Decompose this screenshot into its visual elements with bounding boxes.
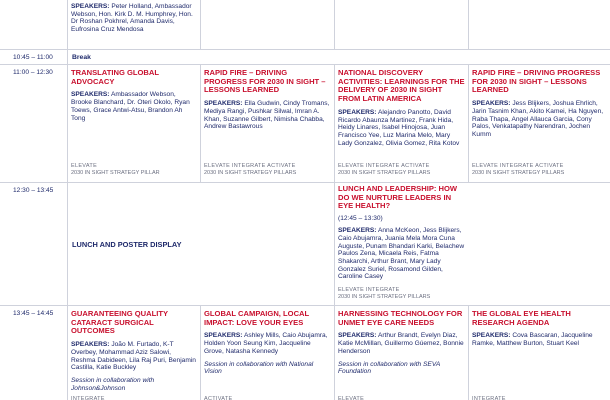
session-subtime: (12:45 – 13:30) <box>338 215 383 223</box>
strategy-pillar: ELEVATE INTEGRATE ACTIVATE 2030 IN SIGHT STRATEGY PILLARS <box>338 163 431 176</box>
session-cell <box>469 69 610 182</box>
strategy-pillar: INTEGRATE <box>71 396 105 400</box>
session-cell <box>469 310 610 400</box>
lunch-label: LUNCH AND POSTER DISPLAY <box>72 240 182 249</box>
column-divider <box>334 0 335 49</box>
collaboration-note: Session in collaboration with SEVA Foundation <box>338 360 441 376</box>
session-title: THE GLOBAL EYE HEALTH RESEARCH AGENDA <box>472 310 571 327</box>
row-divider <box>0 305 610 306</box>
session-cell <box>68 69 200 182</box>
session-cell <box>335 185 468 305</box>
session-cell <box>201 310 334 400</box>
top-session-cell <box>68 0 200 49</box>
strategy-pillar: ELEVATE INTEGRATE 2030 IN SIGHT STRATEGY PILLARS <box>338 287 431 300</box>
session-title: GLOBAL CAMPAIGN, LOCAL IMPACT: LOVE YOUR EYES <box>204 310 310 327</box>
row-divider <box>0 182 610 183</box>
speakers-text: SPEAKERS: Arthur Brandt, Evelyn Diaz, Katie McMillan, Guillermo Gúemez, Bonnie Henderson <box>338 332 464 355</box>
session-title: HARNESSING TECHNOLOGY FOR UNMET EYE CARE NEEDS <box>338 310 463 327</box>
strategy-pillar: INTEGRATE <box>472 396 506 400</box>
strategy-pillar: ELEVATE 2030 IN SIGHT STRATEGY PILLAR <box>71 163 160 176</box>
column-divider <box>200 0 201 49</box>
session-title: GUARANTEEING QUALITY CATARACT SURGICAL OUTCOMES <box>71 310 168 336</box>
break-label: Break <box>72 54 91 61</box>
speakers-text: SPEAKERS: Ella Gudwin, Cindy Tromans, Mediya Rangi, Pushkar Silwal, Imran A. Khan, Suzanne Gilbert, Nimisha Chabba, Andrew Bastawrous <box>204 100 330 131</box>
time-slot: 11:00 – 12:30 <box>13 69 53 76</box>
strategy-pillar: ELEVATE INTEGRATE ACTIVATE 2030 IN SIGHT STRATEGY PILLARS <box>204 163 297 176</box>
collaboration-note: Session in collaboration with Johnson&Johnson <box>71 376 155 392</box>
time-slot: 13:45 – 14:45 <box>13 310 54 317</box>
speakers-text: SPEAKERS: Ashley Mills, Caio Abujamra, Holden Yoon Seung Kim, Jacqueline Grove, Natasha Kennedy <box>204 332 328 355</box>
session-title: RAPID FIRE – DRIVING PROGRESS FOR 2030 IN SIGHT – LESSONS LEARNED <box>472 69 601 95</box>
session-cell <box>68 310 200 400</box>
session-title: LUNCH AND LEADERSHIP: HOW DO WE NURTURE LEADERS IN EYE HEALTH? <box>338 185 458 211</box>
strategy-pillar: ELEVATE INTEGRATE ACTIVATE 2030 IN SIGHT STRATEGY PILLARS <box>472 163 565 176</box>
speakers-text: SPEAKERS: Cova Bascaran, Jacqueline Ramke, Matthew Burton, Stuart Keel <box>472 332 593 348</box>
session-title: NATIONAL DISCOVERY ACTIVITIES: LEARNINGS FOR THE DELIVERY OF 2030 IN SIGHT FROM LATIN AMERICA <box>338 69 465 104</box>
row-divider <box>0 64 610 65</box>
row-divider <box>0 49 610 50</box>
column-divider <box>468 0 469 49</box>
session-title: TRANSLATING GLOBAL ADVOCACY <box>71 69 159 86</box>
speakers-text: SPEAKERS: João M. Furtado, K-T Overbey, Mohammad Aziz Salowi, Reshma Dabideen, Lila Raj Puri, Benjamin Castilla, Katie Buckley <box>71 341 196 372</box>
session-cell <box>201 69 334 182</box>
speakers-text: SPEAKERS: Alejandro Panotto, David Ricardo Abaunza Martinez, Frank Hida, Heidy Linares, Isabel Hinojosa, Juan Francisco Yee, Luz Marina Melo, Mary Lady Gonzalez, Olivia Gomez, Rita Kotov <box>338 108 460 147</box>
collaboration-note: Session in collaboration with National Vision <box>204 360 314 376</box>
session-cell <box>335 310 468 400</box>
strategy-pillar: ELEVATE <box>338 396 365 400</box>
time-slot: 10:45 – 11:00 <box>13 54 53 61</box>
speakers-text: SPEAKERS: Peter Holland, Ambassador Webson, Hon. Kirk D. M. Humphrey, Hon. Dr Roshan Pokhrel, Amanda Davis, Eufrosina Cruz Mendosa <box>71 3 193 34</box>
strategy-pillar: ACTIVATE <box>204 396 233 400</box>
speakers-text: SPEAKERS: Ambassador Webson, Brooke Blanchard, Dr. Oteri Okolo, Ryan Toews, Grace Antwi-Atsu, Brandon Ah Tong <box>71 91 190 122</box>
speakers-text: SPEAKERS: Anna McKeon, Jess Blijkers, Caio Abujamra, Juania Mela Mora Cuna Auguste, Punam Bhandari Karki, Belachew Paulos Zena, Micaela Reis, Fatma Shakarchi, Arthur Brant, Mary Lady Gonzalez Suriel, Rosamond Gilden, Caroline Casey <box>338 227 465 281</box>
time-slot: 12:30 – 13:45 <box>13 187 54 194</box>
speakers-text: SPEAKERS: Jess Blijkers, Joshua Ehrlich, Jarin Tasnim Khan, Akito Kamei, Ha Nguyen, Raba Thapa, Angel Allauca Garcia, Cony Palos, Venkatapathy Narendran, Jochen Kumm <box>472 100 604 138</box>
session-title: RAPID FIRE – DRIVING PROGRESS FOR 2030 IN SIGHT – LESSONS LEARNED <box>204 69 326 95</box>
session-cell <box>335 69 468 182</box>
